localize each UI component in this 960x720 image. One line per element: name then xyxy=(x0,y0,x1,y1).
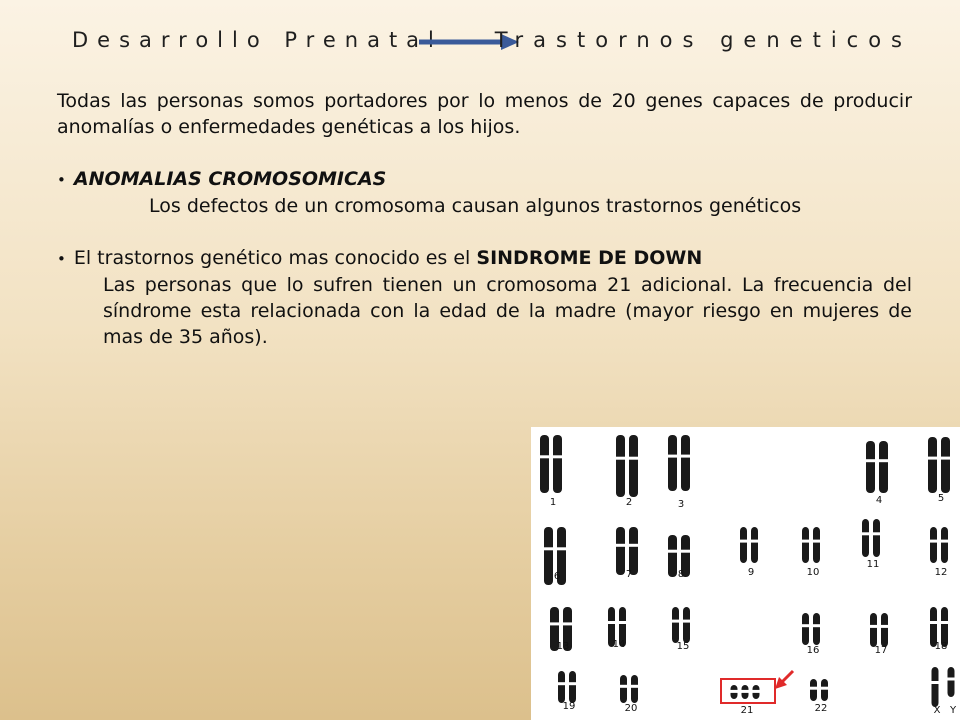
chromosome-pair-5 xyxy=(928,437,950,493)
section1-heading xyxy=(57,166,912,193)
chromosome-label-4: 4 xyxy=(875,495,883,506)
chromosome-label-15: 15 xyxy=(676,641,690,652)
section2-lead: El trastornos genético mas conocido es el xyxy=(73,247,471,269)
section1-text: Los defectos de un cromosoma causan algunos trastornos genéticos xyxy=(149,195,802,217)
chromosome-pair-15 xyxy=(672,607,690,643)
section2-text: Las personas que lo sufren tienen un cromosoma 21 adicional. La frecuencia del síndrome esta relacionada con la edad de la madre (mayor riesgo en mujeres de mas de 35 años). xyxy=(103,274,912,348)
header-left-title: Desarrollo Prenatal xyxy=(72,28,443,52)
chromosome-label-8: 8 xyxy=(677,569,685,580)
chromosome-label-Y: Y xyxy=(949,705,957,716)
header-right-title: Trastornos geneticos xyxy=(494,28,912,52)
chromosome-pair-9 xyxy=(740,527,758,563)
chromosome-pair-4 xyxy=(866,441,888,493)
chromosome-label-X: X xyxy=(933,705,941,716)
slide-body xyxy=(57,88,912,350)
chromosome-pair-Y xyxy=(948,667,955,697)
chromosome-label-20: 20 xyxy=(624,703,638,714)
chromosome-label-21: 21 xyxy=(740,705,754,716)
chromosome-label-3: 3 xyxy=(677,499,685,510)
section2-highlight: SINDROME DE DOWN xyxy=(476,247,703,269)
chromosome-pair-20 xyxy=(620,675,638,703)
chromosome-pair-17 xyxy=(870,613,888,647)
chromosome-pair-12 xyxy=(930,527,948,563)
chromosome-label-16: 16 xyxy=(806,645,820,656)
chromosome-label-19: 19 xyxy=(562,701,576,712)
slide-header xyxy=(72,28,912,60)
chromosome-label-18: 18 xyxy=(934,641,948,652)
chromosome-pair-21 xyxy=(731,685,760,699)
chromosome-pair-3 xyxy=(668,435,690,491)
chromosome-label-5: 5 xyxy=(937,493,945,504)
chromosome-label-1: 1 xyxy=(549,497,557,508)
chromosome-label-14: 14 xyxy=(612,639,626,650)
karyotype-drawing xyxy=(531,427,960,720)
chromosome-label-22: 22 xyxy=(814,703,828,714)
chromosome-label-12: 12 xyxy=(934,567,948,578)
intro-paragraph: Todas las personas somos portadores por lo menos de 20 genes capaces de producir anomalías o enfermedades genéticas a los hijos. xyxy=(57,90,912,138)
chromosome-label-10: 10 xyxy=(806,567,820,578)
bullet-icon: • xyxy=(57,250,66,268)
section2-heading xyxy=(57,245,912,272)
chromosome-label-11: 11 xyxy=(866,559,880,570)
red-pointer-arrow-icon xyxy=(775,671,793,689)
section1-title: ANOMALIAS CROMOSOMICAS xyxy=(73,168,387,190)
bullet-icon: • xyxy=(57,171,66,189)
chromosome-pair-19 xyxy=(558,671,576,703)
chromosome-label-2: 2 xyxy=(625,497,633,508)
chromosome-pair-16 xyxy=(802,613,820,645)
karyotype-image xyxy=(531,427,960,720)
chromosome-pair-22 xyxy=(810,679,828,701)
chromosome-pair-1 xyxy=(540,435,562,493)
chromosome-pair-7 xyxy=(616,527,638,575)
chromosome-pair-2 xyxy=(616,435,638,497)
chromosome-pair-X xyxy=(932,667,939,707)
chromosome-pair-11 xyxy=(862,519,880,557)
chromosome-label-6: 6 xyxy=(553,571,561,582)
chromosome-label-17: 17 xyxy=(874,645,888,656)
chromosome-label-7: 7 xyxy=(625,569,633,580)
chromosome-pair-10 xyxy=(802,527,820,563)
chromosome-label-13: 13 xyxy=(556,641,570,652)
chromosome-label-9: 9 xyxy=(747,567,755,578)
